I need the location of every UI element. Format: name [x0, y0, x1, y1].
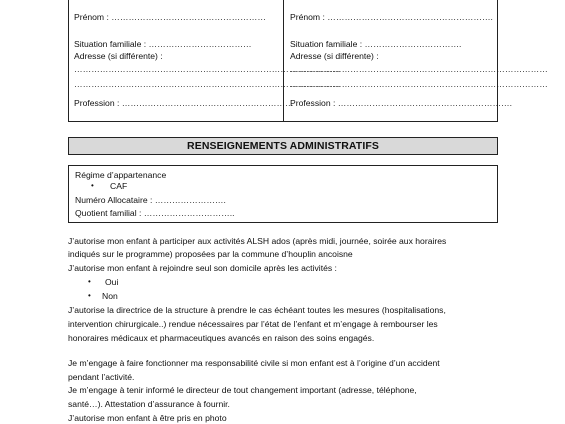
right-prenom-field[interactable]: Prénom : …………………………………………………. [290, 12, 493, 22]
left-situation-field[interactable]: Situation familiale : ……………………………… [74, 39, 252, 49]
left-prenom-field[interactable]: Prénom : ……………………………………………… [74, 12, 266, 22]
medical-authorization-line3: honoraires médicaux et pharmaceutiques avancés en raison des soins engagés. [68, 333, 375, 343]
right-situation-field[interactable]: Situation familiale : ……………………………. [290, 39, 462, 49]
medical-authorization-line1: J’autorise la directrice de la structure à prendre le cas échéant toutes les mesures (hospitalisations, [68, 305, 446, 315]
left-adresse-label: Adresse (si différente) : [74, 51, 163, 61]
return-home-authorization: J’autorise mon enfant à rejoindre seul son domicile après les activités : [68, 263, 337, 273]
caf-bullet-icon: • [91, 181, 94, 190]
right-adresse-line2[interactable]: ……………………………………………………………………………… [290, 79, 548, 89]
non-bullet-icon: • [88, 291, 91, 300]
right-adresse-line1[interactable]: ……………………………………………………………………………… [290, 64, 548, 74]
civil-liability-line1: Je m’engage à faire fonctionner ma responsabilité civile si mon enfant est à l’origine d’un accident [68, 358, 440, 368]
photo-authorization: J’autorise mon enfant à être pris en photo [68, 413, 227, 423]
activities-authorization-line1: J’autorise mon enfant à participer aux activités ALSH ados (après midi, journée, soirée aux horaires [68, 236, 447, 246]
oui-option[interactable]: Oui [105, 277, 119, 287]
inform-director-line2: santé…). Attestation d’assurance à fournir. [68, 399, 230, 409]
oui-bullet-icon: • [88, 277, 91, 286]
non-option[interactable]: Non [102, 291, 118, 301]
numero-allocataire-field[interactable]: Numéro Allocataire : ……………………. [75, 195, 226, 205]
medical-authorization-line2: intervention chirurgicale..) rendue nécessaires par l’état de l’enfant et m’engage à rembourser les [68, 319, 438, 329]
regime-label: Régime d’appartenance [75, 170, 167, 180]
quotient-familial-field[interactable]: Quotient familial : ………………………….. [75, 208, 235, 218]
left-adresse-line1[interactable]: ………………………………………………………………………………… [74, 64, 341, 74]
caf-option: CAF [110, 181, 128, 191]
left-adresse-line2[interactable]: ………………………………………………………………………………… [74, 79, 341, 89]
civil-liability-line2: pendant l’activité. [68, 372, 135, 382]
activities-authorization-line2: indiqués sur le programme) proposées par la commune d’houplin ancoisne [68, 249, 353, 259]
right-profession-field[interactable]: Profession : ……………………………………………………. [290, 98, 513, 108]
right-adresse-label: Adresse (si différente) : [290, 51, 379, 61]
inform-director-line1: Je m’engage à tenir informé le directeur de tout changement important (adresse, téléphone, [68, 385, 417, 395]
section-title-banner: RENSEIGNEMENTS ADMINISTRATIFS [68, 137, 498, 155]
left-profession-field[interactable]: Profession : …………………………………………………… [74, 98, 294, 108]
